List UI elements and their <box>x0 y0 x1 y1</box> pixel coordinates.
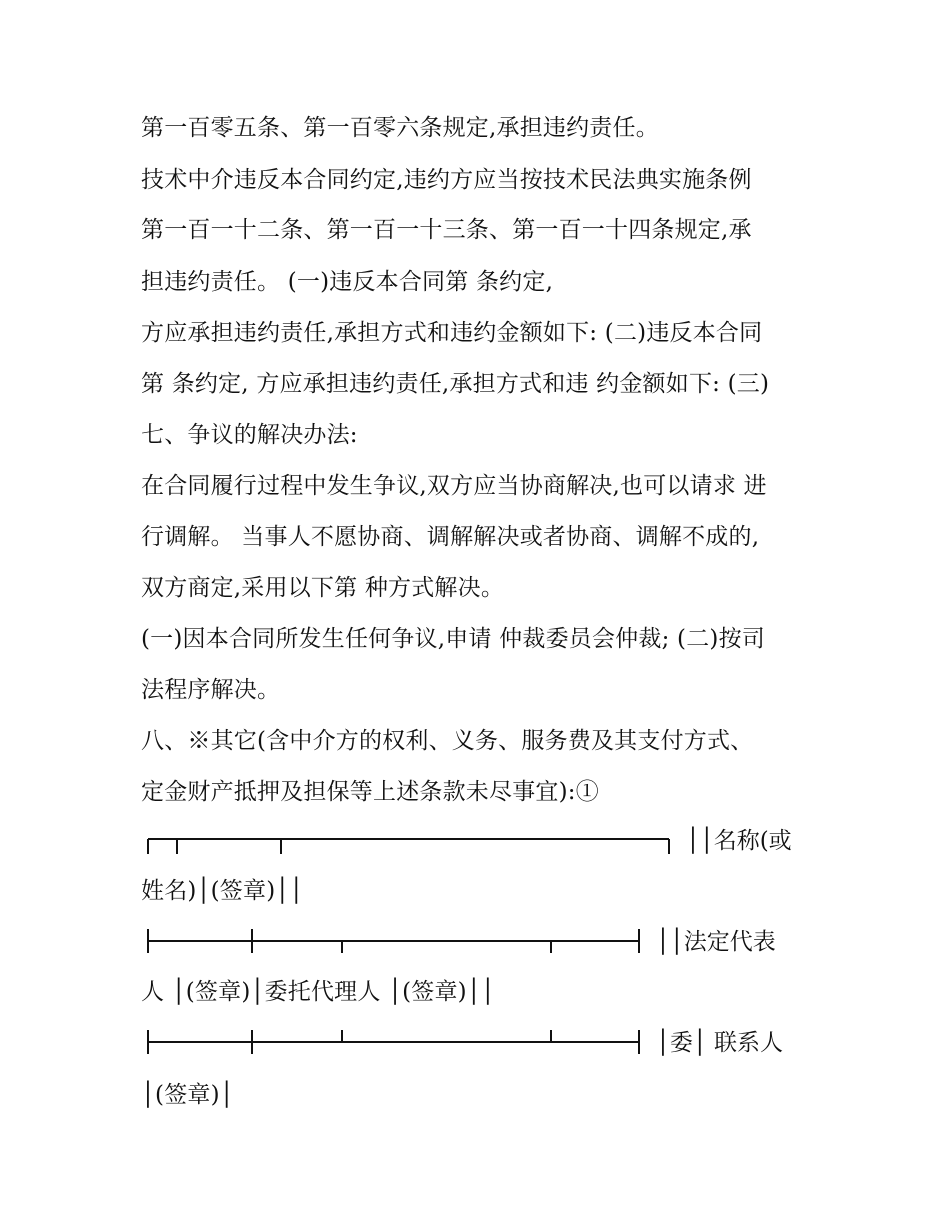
table-border-middle-2 <box>141 1028 661 1058</box>
signature-label-name: ││名称(或 <box>686 828 792 854</box>
text-line-12: 法程序解决。 <box>141 677 281 703</box>
signature-row-rep-agent: 人 │(签章)│委托代理人 │(签章)││ <box>141 979 495 1005</box>
section-heading-dispute: 七、争议的解决办法: <box>141 422 358 448</box>
signature-table-mid-rule-2 <box>141 1028 811 1058</box>
section-heading-other: 八、※其它(含中介方的权利、义务、服务费及其支付方式、 <box>141 728 754 754</box>
text-line-14: 定金财产抵押及担保等上述条款未尽事宜):① <box>141 779 599 805</box>
signature-label-legal-rep: ││法定代表 <box>656 929 776 955</box>
text-line-9: 行调解。 当事人不愿协商、调解解决或者协商、调解不成的, <box>141 524 760 550</box>
text-line-5: 方应承担违约责任,承担方式和违约金额如下: (二)违反本合同 <box>141 320 763 346</box>
table-border-middle-1 <box>141 927 661 957</box>
text-line-10: 双方商定,采用以下第 种方式解决。 <box>141 575 505 601</box>
text-line-3: 第一百一十二条、第一百一十三条、第一百一十四条规定,承 <box>141 217 752 243</box>
text-line-11: (一)因本合同所发生任何争议,申请 仲裁委员会仲裁; (二)按司 <box>141 626 765 652</box>
signature-table-mid-rule-1 <box>141 927 811 957</box>
signature-table-top-rule <box>141 826 811 856</box>
text-line-2: 技术中介违反本合同约定,违约方应当按技术民法典实施条例 <box>141 167 752 193</box>
signature-label-contact: │委│ 联系人 <box>656 1030 784 1056</box>
text-line-6: 第 条约定, 方应承担违约责任,承担方式和违 约金额如下: (三) <box>141 371 770 397</box>
signature-row-contact-seal: │(签章)│ <box>141 1082 234 1108</box>
text-line-1: 第一百零五条、第一百零六条规定,承担违约责任。 <box>141 115 659 141</box>
table-border-top <box>141 826 681 856</box>
signature-row-name-seal: 姓名)│(签章)││ <box>141 878 304 904</box>
text-line-4: 担违约责任。 (一)违反本合同第 条约定, <box>141 269 554 295</box>
text-line-8: 在合同履行过程中发生争议,双方应当协商解决,也可以请求 进 <box>141 473 767 499</box>
